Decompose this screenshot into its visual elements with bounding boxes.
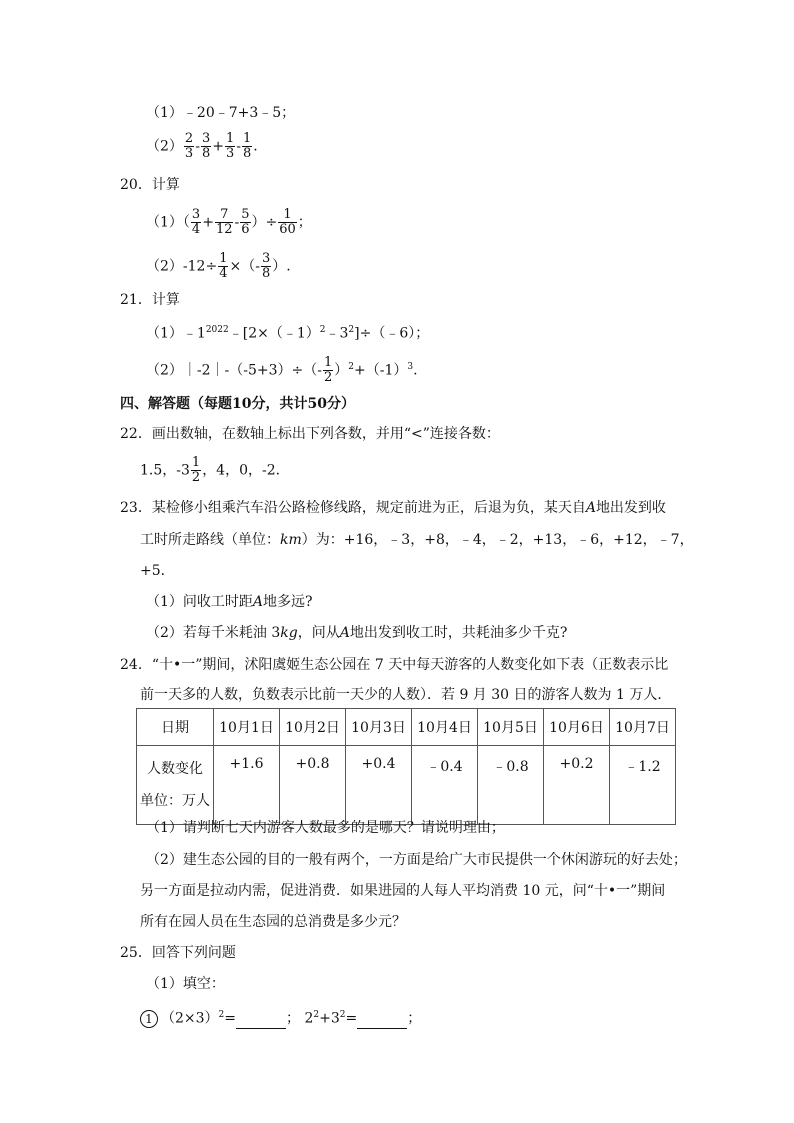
fraction: $\frac{3}{8}$ — [201, 131, 211, 161]
q21-title: 21．计算 — [120, 292, 180, 308]
q20-part1: （1）（ $\frac{3}{4}$ + $\frac{7}{12}$ - $\frac{5}{6}$ ）÷ $\frac{1}{60}$ ； — [146, 207, 312, 237]
q24-question2-line3: 所有在园人员在生态园的总消费是多少元？ — [140, 914, 406, 930]
table-row — [137, 746, 676, 825]
fraction: $\frac{2}{3}$ — [184, 131, 194, 161]
fraction: $\frac{1}{3}$ — [225, 131, 235, 161]
table-cell-date: 10月3日 — [346, 709, 412, 746]
q20-part2: （2）-12÷ $\frac{1}{4}$ ×（- $\frac{3}{8}$ ）. — [146, 251, 291, 281]
q25-fill-label: （1）填空： — [146, 976, 225, 992]
table-header-row — [137, 709, 676, 746]
fraction: $\frac{1}{2}$ — [324, 355, 333, 385]
table-cell-date: 10月4日 — [412, 709, 478, 746]
q21-part1: $(1)﹣1^{2022}﹣[2\times(﹣1)^2﹣3^2]\div(﹣6)$； — [146, 325, 430, 342]
table-cell-value: +0.2 — [544, 746, 610, 825]
fraction: $\frac{3}{4}$ — [191, 207, 201, 237]
q24-line1: 24．“十•一”期间，沭阳虞姬生态公园在 7 天中每天游客的人数变化如下表（正数表示比 — [120, 657, 669, 673]
table-cell-date: 10月1日 — [214, 709, 280, 746]
table-cell-value: ﹣0.8 — [478, 746, 544, 825]
q24-question2-line2: 另一方面是拉动内需，促进消费．如果进园的人每人平均消费 10 元，问“十•一”期间 — [140, 883, 666, 899]
q23-line2: 工时所走路线（单位：km）为：+16，﹣3，+8，﹣4，﹣2，+13，﹣6，+12，﹣7， — [140, 532, 694, 548]
fraction: $\frac{1}{60}$ — [279, 207, 296, 237]
q24-question1: （1）请判断七天内游客人数最多的是哪天？请说明理由； — [146, 820, 505, 836]
table-header-label: 日期 — [137, 709, 214, 746]
q25-title: 25．回答下列问题 — [120, 945, 236, 961]
section-heading: 四、解答题（每题10分，共计50分） — [120, 396, 355, 412]
q22-title: 22．画出数轴，在数轴上标出下列各数，并用“<”连接各数： — [120, 426, 500, 442]
q22-numbers: 1.5，-3 $\frac{1}{2}$ ，4，0，-2. — [140, 455, 281, 485]
fraction: $\frac{1}{4}$ — [219, 251, 228, 281]
table-cell-value: ﹣0.4 — [412, 746, 478, 825]
q23-question2: （2）若每千米耗油 3kg，问从A地出发到收工时，共耗油多少千克? — [146, 625, 568, 641]
table-cell-date: 10月2日 — [280, 709, 346, 746]
fraction: $\frac{7}{12}$ — [215, 207, 233, 237]
table-cell-date: 10月7日 — [610, 709, 676, 746]
q24-question2-line1: （2）建生态公园的目的一般有两个，一方面是给广大市民提供一个休闲游玩的好去处； — [146, 852, 687, 868]
table-cell-date: 10月5日 — [478, 709, 544, 746]
q25-item1: 1 $(2\times 3)^2=$ ； $2^2+3^2=$ ； — [140, 1005, 421, 1029]
table-cell-value: +0.4 — [346, 746, 412, 825]
answer-blank[interactable] — [357, 1014, 407, 1029]
table-cell-date: 10月6日 — [544, 709, 610, 746]
table-cell-value: +0.8 — [280, 746, 346, 825]
q21-part2: （2）｜-2｜-（-5+3）÷（- $\frac{1}{2}$ ）$^2+(-1)^3$. — [146, 355, 418, 385]
q24-line2: 前一天多的人数，负数表示比前一天少的人数）．若 9 月 30 日的游客人数为 1 万人． — [140, 687, 672, 703]
fraction: $\frac{1}{2}$ — [191, 455, 201, 485]
answer-blank[interactable] — [236, 1014, 286, 1029]
q23-line1: 23．某检修小组乘汽车沿公路检修线路，规定前进为正，后退为负，某天自A地出发到收 — [120, 500, 666, 516]
fraction: $\frac{3}{8}$ — [261, 251, 271, 281]
table-cell-value: ﹣1.2 — [610, 746, 676, 825]
fraction: $\frac{5}{6}$ — [241, 207, 250, 237]
circled-number: 1 — [140, 1010, 158, 1028]
q23-question1: （1）问收工时距A地多远? — [146, 594, 313, 610]
q23-line3: +5． — [140, 563, 175, 579]
table-row-label: 人数变化 单位：万人 — [137, 746, 214, 825]
q19-part1: （1）﹣20﹣7+3﹣5； — [146, 105, 296, 121]
visitor-change-table — [136, 708, 676, 825]
table-cell-value: +1.6 — [214, 746, 280, 825]
fraction: $\frac{1}{8}$ — [242, 131, 252, 161]
q19-part2: （2） $\frac{2}{3}$ - $\frac{3}{8}$ + $\frac{1}{3}$ - $\frac{1}{8}$ . — [146, 131, 258, 161]
q20-title: 20．计算 — [120, 177, 180, 193]
